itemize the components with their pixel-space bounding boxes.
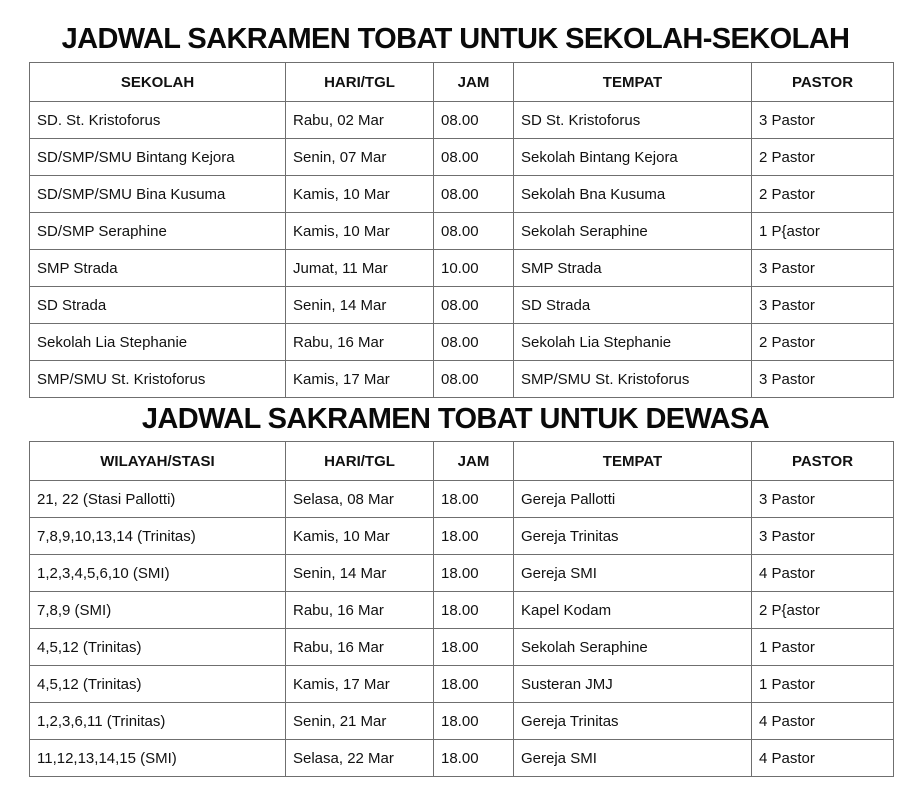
cell-place: Gereja Pallotti xyxy=(514,481,752,518)
cell-time: 10.00 xyxy=(434,250,514,287)
cell-name: 7,8,9 (SMI) xyxy=(30,592,286,629)
cell-place: SD St. Kristoforus xyxy=(514,102,752,139)
cell-name: Sekolah Lia Stephanie xyxy=(30,324,286,361)
cell-place: Gereja Trinitas xyxy=(514,518,752,555)
cell-date: Selasa, 22 Mar xyxy=(286,740,434,777)
cell-name: 7,8,9,10,13,14 (Trinitas) xyxy=(30,518,286,555)
cell-time: 18.00 xyxy=(434,740,514,777)
cell-date: Rabu, 02 Mar xyxy=(286,102,434,139)
table-row xyxy=(30,139,894,176)
table-row xyxy=(30,555,894,592)
column-header-place: TEMPAT xyxy=(514,442,752,481)
column-header-date: HARI/TGL xyxy=(286,63,434,102)
cell-time: 18.00 xyxy=(434,666,514,703)
cell-pastor: 3 Pastor xyxy=(752,250,894,287)
cell-place: Gereja Trinitas xyxy=(514,703,752,740)
cell-name: 21, 22 (Stasi Pallotti) xyxy=(30,481,286,518)
cell-place: Susteran JMJ xyxy=(514,666,752,703)
cell-time: 18.00 xyxy=(434,518,514,555)
cell-pastor: 1 Pastor xyxy=(752,629,894,666)
cell-name: SD. St. Kristoforus xyxy=(30,102,286,139)
cell-pastor: 1 P{astor xyxy=(752,213,894,250)
cell-name: SMP Strada xyxy=(30,250,286,287)
table-row xyxy=(30,740,894,777)
cell-name: SMP/SMU St. Kristoforus xyxy=(30,361,286,398)
table-row xyxy=(30,518,894,555)
column-header-region: WILAYAH/STASI xyxy=(30,442,286,481)
column-header-date: HARI/TGL xyxy=(286,442,434,481)
cell-date: Rabu, 16 Mar xyxy=(286,629,434,666)
column-header-pastor: PASTOR xyxy=(752,442,894,481)
cell-pastor: 2 Pastor xyxy=(752,139,894,176)
school-schedule-table xyxy=(29,62,894,398)
column-header-time: JAM xyxy=(434,63,514,102)
table-row xyxy=(30,481,894,518)
cell-place: Gereja SMI xyxy=(514,555,752,592)
cell-time: 08.00 xyxy=(434,213,514,250)
cell-pastor: 3 Pastor xyxy=(752,361,894,398)
cell-time: 08.00 xyxy=(434,139,514,176)
cell-name: 1,2,3,6,11 (Trinitas) xyxy=(30,703,286,740)
table-row xyxy=(30,666,894,703)
cell-name: SD/SMP/SMU Bina Kusuma xyxy=(30,176,286,213)
cell-pastor: 3 Pastor xyxy=(752,102,894,139)
cell-date: Kamis, 17 Mar xyxy=(286,666,434,703)
cell-time: 18.00 xyxy=(434,481,514,518)
cell-place: Gereja SMI xyxy=(514,740,752,777)
table-row xyxy=(30,703,894,740)
table-row xyxy=(30,629,894,666)
cell-place: Sekolah Bna Kusuma xyxy=(514,176,752,213)
cell-pastor: 2 Pastor xyxy=(752,324,894,361)
cell-date: Senin, 14 Mar xyxy=(286,287,434,324)
cell-name: 4,5,12 (Trinitas) xyxy=(30,666,286,703)
cell-date: Kamis, 10 Mar xyxy=(286,213,434,250)
cell-name: 1,2,3,4,5,6,10 (SMI) xyxy=(30,555,286,592)
adult-schedule-table xyxy=(29,441,894,777)
adult-schedule-title: JADWAL SAKRAMEN TOBAT UNTUK DEWASA xyxy=(141,403,770,435)
cell-pastor: 3 Pastor xyxy=(752,481,894,518)
cell-pastor: 4 Pastor xyxy=(752,555,894,592)
cell-pastor: 4 Pastor xyxy=(752,703,894,740)
cell-pastor: 3 Pastor xyxy=(752,287,894,324)
cell-name: SD/SMP Seraphine xyxy=(30,213,286,250)
cell-place: SMP Strada xyxy=(514,250,752,287)
table-row xyxy=(30,176,894,213)
cell-name: SD Strada xyxy=(30,287,286,324)
table-row xyxy=(30,287,894,324)
cell-time: 18.00 xyxy=(434,592,514,629)
column-header-place: TEMPAT xyxy=(514,63,752,102)
cell-pastor: 3 Pastor xyxy=(752,518,894,555)
cell-time: 18.00 xyxy=(434,555,514,592)
cell-time: 08.00 xyxy=(434,324,514,361)
cell-date: Rabu, 16 Mar xyxy=(286,324,434,361)
column-header-pastor: PASTOR xyxy=(752,63,894,102)
cell-time: 08.00 xyxy=(434,287,514,324)
cell-pastor: 2 Pastor xyxy=(752,176,894,213)
table-row xyxy=(30,361,894,398)
cell-date: Rabu, 16 Mar xyxy=(286,592,434,629)
cell-place: SMP/SMU St. Kristoforus xyxy=(514,361,752,398)
cell-date: Jumat, 11 Mar xyxy=(286,250,434,287)
cell-date: Selasa, 08 Mar xyxy=(286,481,434,518)
cell-date: Senin, 14 Mar xyxy=(286,555,434,592)
table-row xyxy=(30,213,894,250)
cell-name: 4,5,12 (Trinitas) xyxy=(30,629,286,666)
cell-time: 18.00 xyxy=(434,703,514,740)
cell-date: Senin, 21 Mar xyxy=(286,703,434,740)
cell-place: Sekolah Bintang Kejora xyxy=(514,139,752,176)
cell-place: SD Strada xyxy=(514,287,752,324)
table-row xyxy=(30,102,894,139)
table-row xyxy=(30,250,894,287)
cell-time: 18.00 xyxy=(434,629,514,666)
cell-date: Kamis, 10 Mar xyxy=(286,176,434,213)
column-header-time: JAM xyxy=(434,442,514,481)
cell-pastor: 4 Pastor xyxy=(752,740,894,777)
table-header-row xyxy=(30,442,894,481)
cell-date: Senin, 07 Mar xyxy=(286,139,434,176)
cell-pastor: 2 P{astor xyxy=(752,592,894,629)
cell-time: 08.00 xyxy=(434,361,514,398)
cell-name: 11,12,13,14,15 (SMI) xyxy=(30,740,286,777)
table-header-row xyxy=(30,63,894,102)
table-row xyxy=(30,592,894,629)
cell-place: Sekolah Seraphine xyxy=(514,629,752,666)
school-schedule-title: JADWAL SAKRAMEN TOBAT UNTUK SEKOLAH-SEKOLAH xyxy=(61,23,850,55)
column-header-school: SEKOLAH xyxy=(30,63,286,102)
cell-place: Sekolah Seraphine xyxy=(514,213,752,250)
cell-place: Kapel Kodam xyxy=(514,592,752,629)
cell-time: 08.00 xyxy=(434,102,514,139)
cell-time: 08.00 xyxy=(434,176,514,213)
cell-date: Kamis, 17 Mar xyxy=(286,361,434,398)
cell-name: SD/SMP/SMU Bintang Kejora xyxy=(30,139,286,176)
cell-place: Sekolah Lia Stephanie xyxy=(514,324,752,361)
table-row xyxy=(30,324,894,361)
cell-date: Kamis, 10 Mar xyxy=(286,518,434,555)
cell-pastor: 1 Pastor xyxy=(752,666,894,703)
